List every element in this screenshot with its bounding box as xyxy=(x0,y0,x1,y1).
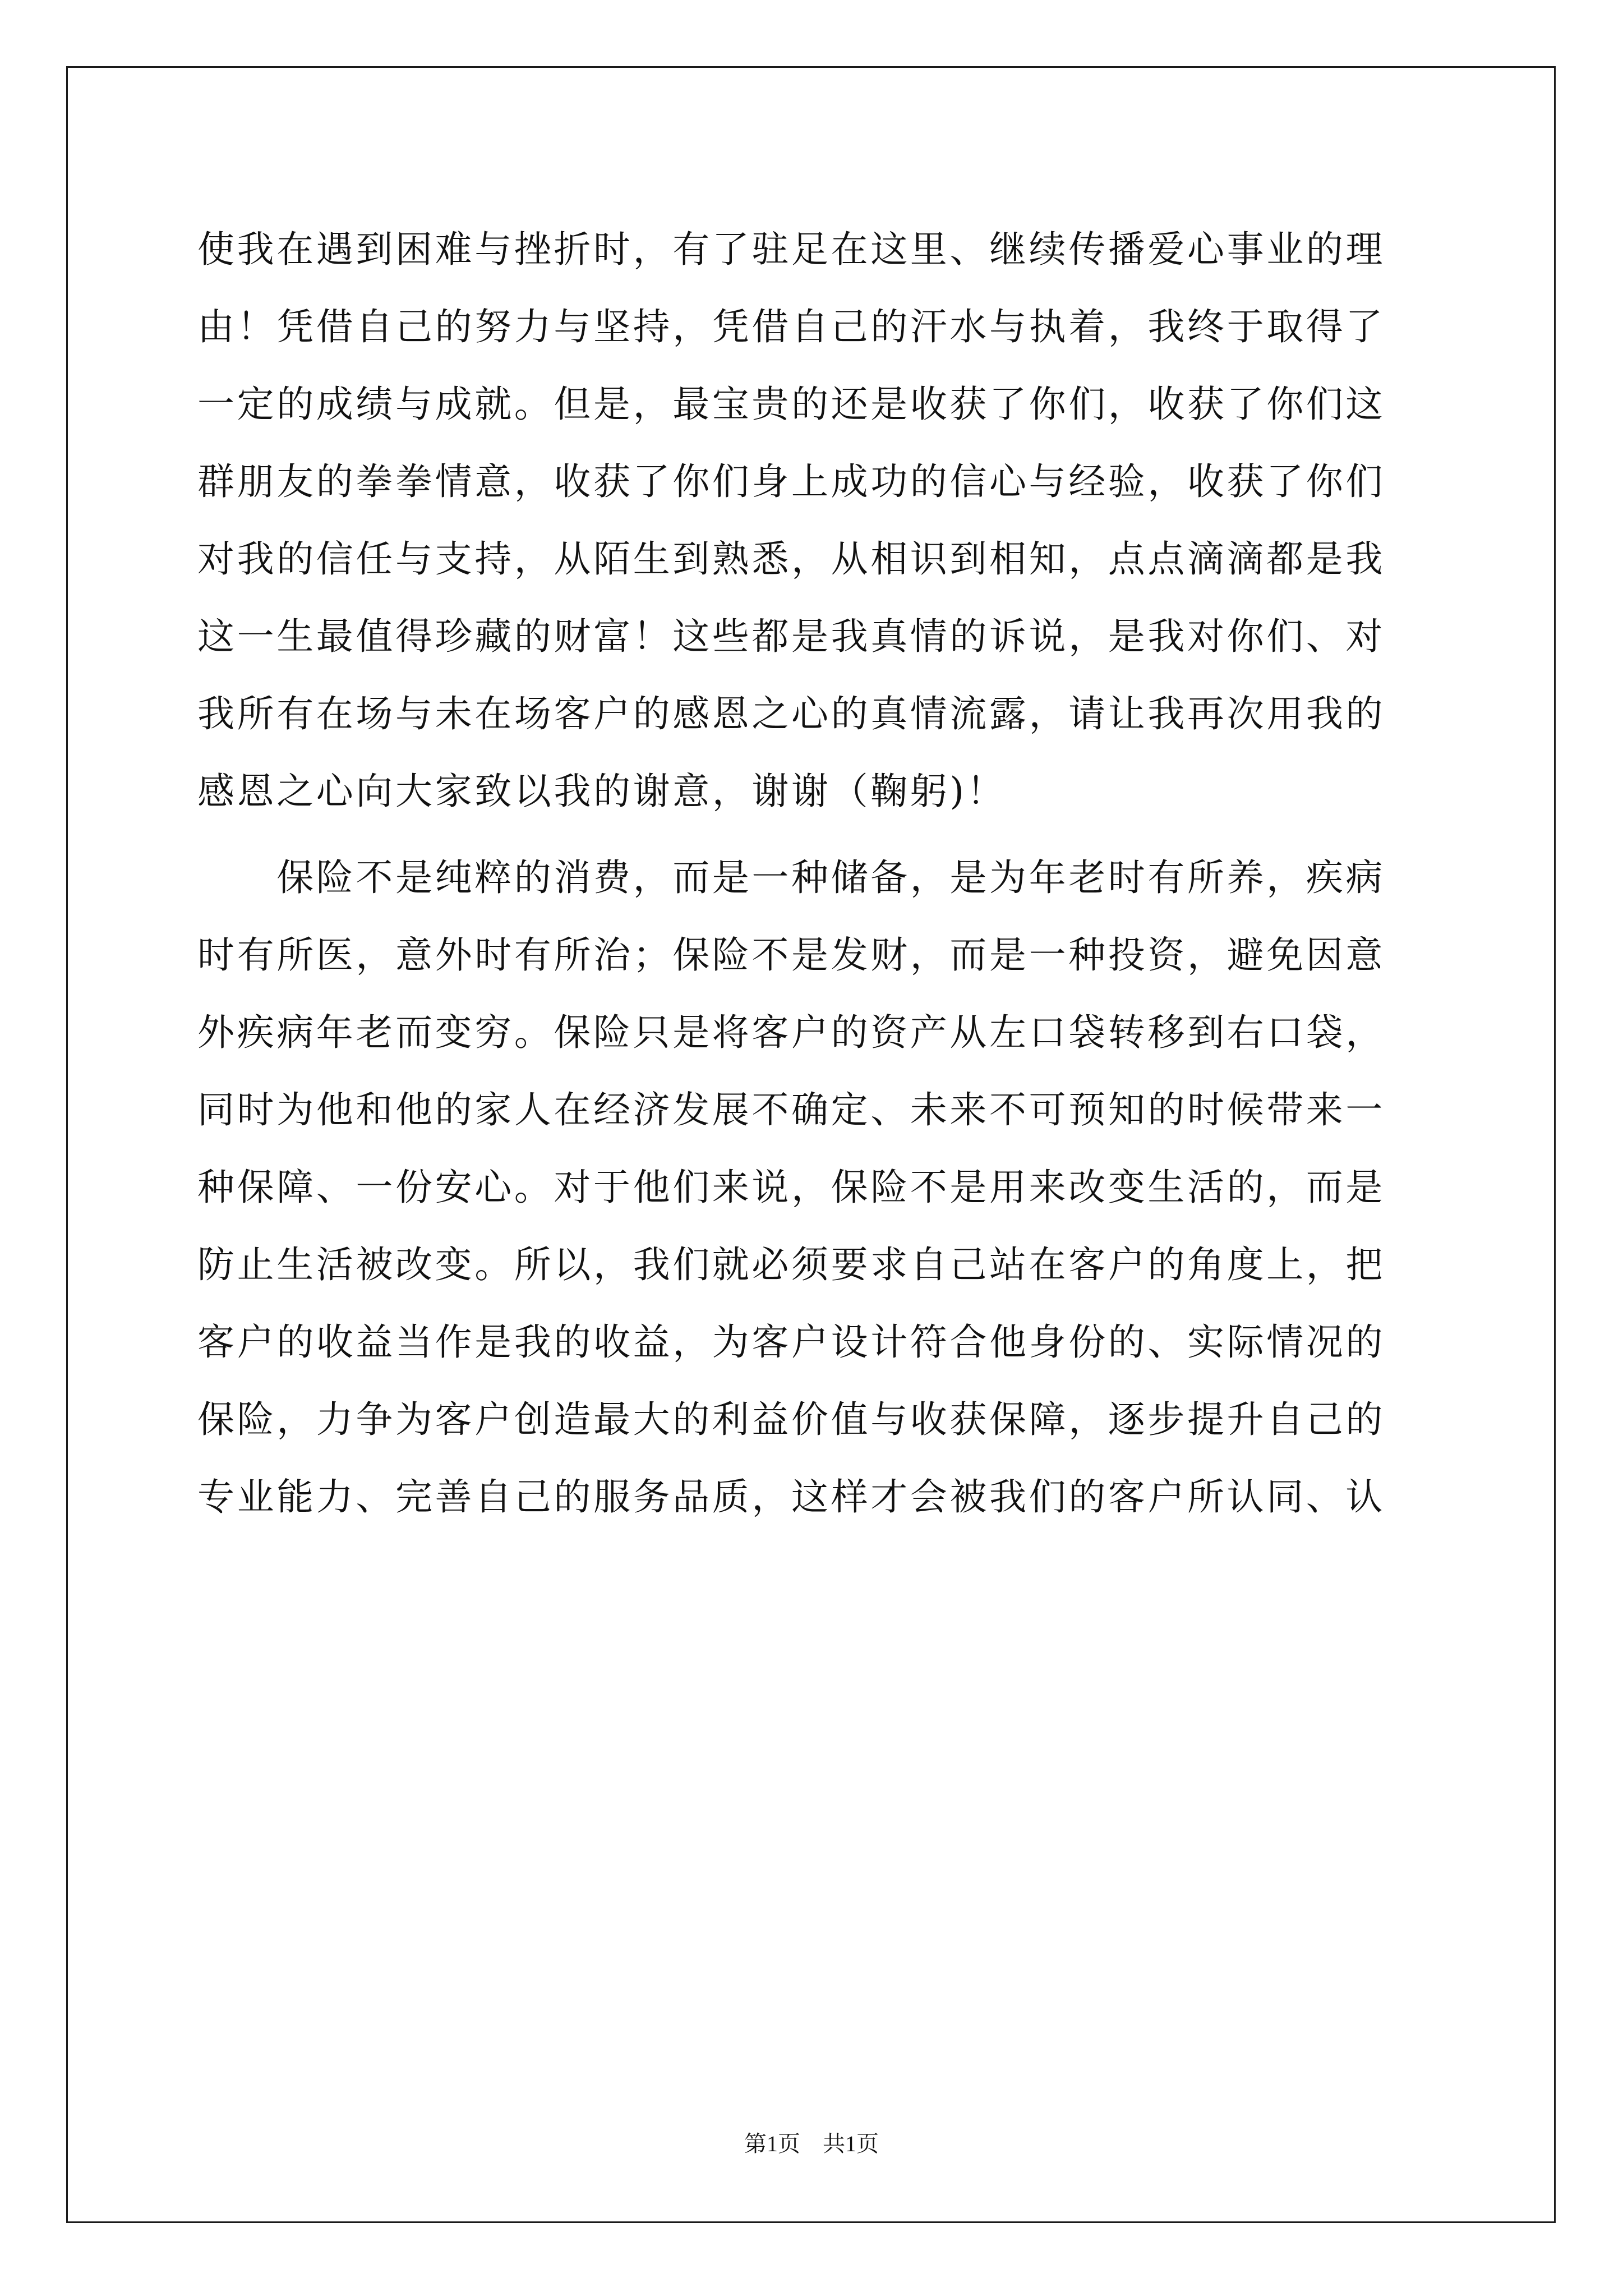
text-line: 客户的收益当作是我的收益，为客户设计符合他身份的、实际情况的 xyxy=(197,1320,1385,1364)
paragraph-1 xyxy=(197,211,1431,830)
text-line: 保险不是纯粹的消费，而是一种储备，是为年老时有所养，疾病 xyxy=(197,856,1385,899)
text-line: 外疾病年老而变穷。保险只是将客户的资产从左口袋转移到右口袋， xyxy=(197,1011,1385,1054)
text-line: 专业能力、完善自己的服务品质，这样才会被我们的客户所认同、认 xyxy=(197,1475,1385,1519)
text-line: 对我的信任与支持，从陌生到熟悉，从相识到相知，点点滴滴都是我 xyxy=(197,537,1385,581)
document-body xyxy=(197,211,1431,1536)
text-line: 时有所医，意外时有所治；保险不是发财，而是一种投资，避免因意 xyxy=(197,933,1385,977)
text-line: 防止生活被改变。所以，我们就必须要求自己站在客户的角度上，把 xyxy=(197,1243,1385,1286)
paragraph-spacing xyxy=(197,830,1431,839)
text-line: 保险，力争为客户创造最大的利益价值与收获保障，逐步提升自己的 xyxy=(197,1398,1385,1441)
paragraph-2 xyxy=(197,839,1431,1536)
text-line: 我所有在场与未在场客户的感恩之心的真情流露，请让我再次用我的 xyxy=(197,692,1385,735)
text-line: 由！凭借自己的努力与坚持，凭借自己的汗水与执着，我终于取得了 xyxy=(197,305,1385,348)
text-line: 感恩之心向大家致以我的谢意，谢谢（鞠躬)！ xyxy=(197,770,1007,813)
text-line: 种保障、一份安心。对于他们来说，保险不是用来改变生活的，而是 xyxy=(197,1166,1385,1209)
text-line: 一定的成绩与成就。但是，最宝贵的还是收获了你们，收获了你们这 xyxy=(197,383,1385,426)
text-line: 这一生最值得珍藏的财富！这些都是我真情的诉说，是我对你们、对 xyxy=(197,615,1385,658)
text-line: 群朋友的拳拳情意，收获了你们身上成功的信心与经验，收获了你们 xyxy=(197,460,1385,503)
text-line: 同时为他和他的家人在经济发展不确定、未来不可预知的时候带来一 xyxy=(197,1088,1385,1131)
text-line: 使我在遇到困难与挫折时，有了驻足在这里、继续传播爱心事业的理 xyxy=(197,228,1385,271)
page-number-footer: 第1页 共1页 xyxy=(744,2131,879,2156)
